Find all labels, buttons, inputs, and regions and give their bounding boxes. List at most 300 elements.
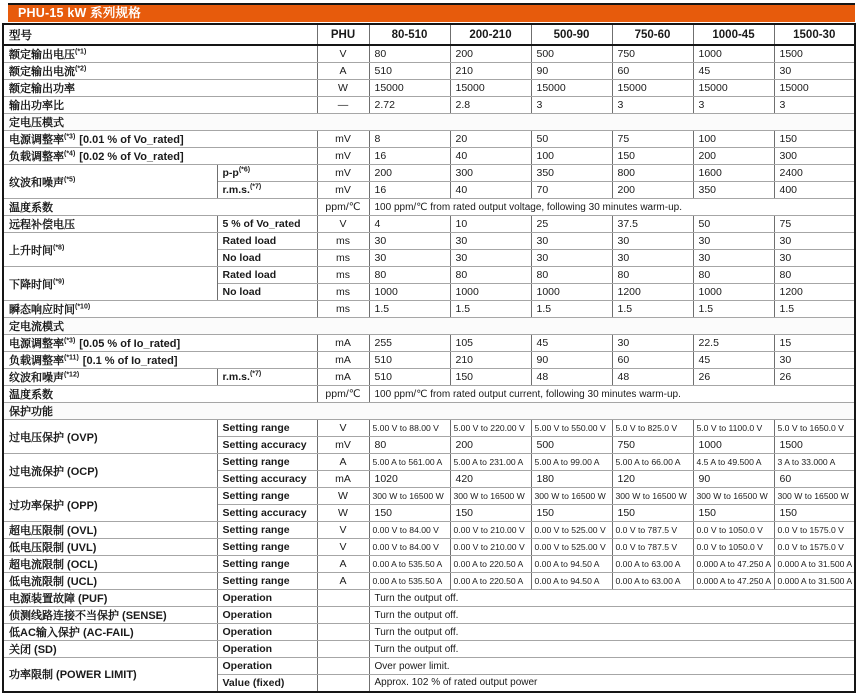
value-cell: 3 — [612, 97, 693, 114]
spec-sublabel-cell — [217, 488, 317, 505]
spec-label: 瞬态响应时间 — [9, 304, 75, 316]
spec-sublabel: Operation — [222, 660, 273, 672]
spec-sublabel-cell — [217, 284, 317, 301]
model-header-cell: 750-60 — [612, 24, 693, 45]
value-cell: 300 W to 16500 W — [450, 488, 531, 505]
value-cell: 0.000 A to 47.250 A — [693, 556, 774, 573]
unit-cell: V — [317, 539, 369, 556]
value-cell: 16 — [369, 148, 450, 165]
value-cell: 510 — [369, 352, 450, 369]
value-cell: 150 — [531, 505, 612, 522]
value-cell: 50 — [693, 216, 774, 233]
spec-sublabel: Rated load — [222, 269, 277, 281]
spec-label-cell — [3, 335, 317, 352]
footnote-ref: (*1) — [75, 48, 87, 56]
value-cell: 750 — [612, 45, 693, 63]
spec-sublabel-cell — [217, 267, 317, 284]
value-cell: 80 — [531, 267, 612, 284]
value-cell: 3 A to 33.000 A — [774, 454, 855, 471]
spec-label: 下降时间 — [9, 278, 53, 291]
value-cell: 200 — [369, 165, 450, 182]
spec-label: 电源调整率 — [9, 134, 64, 146]
spec-sublabel: Setting range — [222, 456, 290, 468]
spec-label-cell — [3, 45, 317, 63]
value-cell: 3 — [693, 97, 774, 114]
spec-label-cell — [3, 607, 217, 624]
value-cell: 1500 — [774, 437, 855, 454]
value-cell: 1.5 — [774, 301, 855, 318]
spec-label-cell — [3, 539, 217, 556]
value-cell: 500 — [531, 45, 612, 63]
table-row — [3, 658, 855, 675]
unit-cell: mV — [317, 165, 369, 182]
value-cell: 0.00 V to 84.00 V — [369, 522, 450, 539]
value-cell: 30 — [774, 250, 855, 267]
value-cell: 300 W to 16500 W — [774, 488, 855, 505]
value-cell: 1200 — [774, 284, 855, 301]
value-cell: 120 — [612, 471, 693, 488]
value-cell: 5.0 V to 1650.0 V — [774, 420, 855, 437]
spec-sublabel-cell — [217, 437, 317, 454]
spec-label-cell — [3, 301, 317, 318]
spec-label: 电源调整率 — [9, 338, 64, 350]
value-cell: 48 — [531, 369, 612, 386]
footnote-ref: (*7) — [249, 183, 262, 191]
unit-cell: ms — [317, 267, 369, 284]
spec-label: 额定输出电压 — [9, 49, 75, 61]
spec-label-cell — [3, 590, 217, 607]
spec-sublabel-cell — [217, 522, 317, 539]
model-header-cell: 80-510 — [369, 24, 450, 45]
value-cell: 5.0 V to 825.0 V — [612, 420, 693, 437]
spec-sublabel-cell — [217, 182, 317, 199]
value-cell: 1000 — [531, 284, 612, 301]
spanning-value-cell: Approx. 102 % of rated output power — [369, 675, 855, 692]
page-title: PHU-15 kW 系列规格 — [18, 6, 141, 20]
spanning-value-cell: Turn the output off. — [369, 641, 855, 658]
value-cell: 40 — [450, 148, 531, 165]
value-cell: 100 — [693, 131, 774, 148]
value-cell: 45 — [693, 352, 774, 369]
table-row — [3, 199, 855, 216]
spec-sublabel-cell — [217, 607, 317, 624]
unit-cell: W — [317, 488, 369, 505]
spec-sublabel: Setting range — [222, 422, 290, 434]
spec-label-note: [0.05 % of Io_rated] — [79, 338, 181, 350]
spec-sublabel-cell — [217, 658, 317, 675]
unit-cell: V — [317, 216, 369, 233]
value-cell: 26 — [693, 369, 774, 386]
value-cell: 90 — [531, 352, 612, 369]
value-cell: 300 W to 16500 W — [693, 488, 774, 505]
table-row — [3, 165, 855, 182]
unit-cell — [317, 624, 369, 641]
unit-cell: ms — [317, 301, 369, 318]
table-row — [3, 97, 855, 114]
spec-label-cell — [3, 658, 217, 692]
value-cell: 80 — [369, 437, 450, 454]
spec-sublabel: Setting range — [222, 558, 290, 570]
footnote-ref: (*3) — [64, 133, 76, 141]
value-cell: 1000 — [693, 284, 774, 301]
unit-cell: ms — [317, 233, 369, 250]
value-cell: 40 — [450, 182, 531, 199]
value-cell: 3 — [531, 97, 612, 114]
value-cell: 60 — [612, 63, 693, 80]
value-cell: 1020 — [369, 471, 450, 488]
spec-label-cell — [3, 131, 317, 148]
spec-label-cell — [3, 165, 217, 199]
unit-cell: A — [317, 573, 369, 590]
value-cell: 45 — [693, 63, 774, 80]
spec-label-cell — [3, 216, 217, 233]
value-cell: 0.000 A to 31.500 A — [774, 573, 855, 590]
value-cell: 4 — [369, 216, 450, 233]
spec-sublabel: Operation — [222, 643, 273, 655]
unit-cell: ppm/℃ — [317, 199, 369, 216]
unit-cell — [317, 641, 369, 658]
spec-sublabel-cell — [217, 369, 317, 386]
model-header-cell: 200-210 — [450, 24, 531, 45]
table-row — [3, 352, 855, 369]
value-cell: 1000 — [693, 45, 774, 63]
spec-label: 负载调整率 — [9, 355, 64, 367]
spec-label: 低电流限制 (UCL) — [9, 576, 97, 588]
value-cell: 80 — [369, 267, 450, 284]
spec-label: 额定输出功率 — [9, 83, 75, 95]
value-cell: 15000 — [531, 80, 612, 97]
spec-label: 低AC输入保护 (AC-FAIL) — [9, 627, 134, 639]
value-cell: 80 — [774, 267, 855, 284]
spec-sublabel-cell — [217, 556, 317, 573]
spec-label: 上升时间 — [9, 244, 53, 257]
unit-cell: ms — [317, 250, 369, 267]
spec-sublabel-cell — [217, 675, 317, 692]
value-cell: 30 — [774, 63, 855, 80]
value-cell: 15000 — [369, 80, 450, 97]
unit-cell: V — [317, 420, 369, 437]
value-cell: 75 — [612, 131, 693, 148]
value-cell: 300 W to 16500 W — [369, 488, 450, 505]
value-cell: 0.00 V to 210.00 V — [450, 522, 531, 539]
value-cell: 0.00 A to 535.50 A — [369, 556, 450, 573]
unit-cell: — — [317, 97, 369, 114]
value-cell: 0.0 V to 1050.0 V — [693, 522, 774, 539]
value-cell: 500 — [531, 437, 612, 454]
model-header-cell: 1500-30 — [774, 24, 855, 45]
value-cell: 5.0 V to 1100.0 V — [693, 420, 774, 437]
table-row — [3, 45, 855, 63]
spec-label-cell — [3, 63, 317, 80]
value-cell: 510 — [369, 369, 450, 386]
value-cell: 16 — [369, 182, 450, 199]
value-cell: 510 — [369, 63, 450, 80]
spec-label-cell — [3, 488, 217, 522]
unit-cell: W — [317, 505, 369, 522]
value-cell: 300 — [450, 165, 531, 182]
value-cell: 0.00 V to 84.00 V — [369, 539, 450, 556]
unit-cell: mV — [317, 131, 369, 148]
spec-label: 功率限制 (POWER LIMIT) — [9, 669, 137, 682]
value-cell: 2400 — [774, 165, 855, 182]
unit-cell — [317, 607, 369, 624]
spec-label-cell — [3, 352, 317, 369]
value-cell: 200 — [450, 437, 531, 454]
value-cell: 150 — [612, 148, 693, 165]
spec-sublabel: 5 % of Vo_rated — [222, 218, 301, 230]
value-cell: 4.5 A to 49.500 A — [693, 454, 774, 471]
spec-sublabel-cell — [217, 216, 317, 233]
spec-label: 过功率保护 (OPP) — [9, 499, 98, 512]
spec-label: 过电压保护 (OVP) — [9, 431, 98, 444]
spec-label-cell — [3, 148, 317, 165]
value-cell: 5.00 V to 220.00 V — [450, 420, 531, 437]
section-title: 保护功能 — [3, 403, 855, 420]
table-row — [3, 539, 855, 556]
value-cell: 100 — [531, 148, 612, 165]
value-cell: 45 — [531, 335, 612, 352]
value-cell: 420 — [450, 471, 531, 488]
table-row — [3, 454, 855, 471]
value-cell: 400 — [774, 182, 855, 199]
value-cell: 0.0 V to 787.5 V — [612, 522, 693, 539]
spec-sublabel-cell — [217, 233, 317, 250]
unit-cell: ppm/℃ — [317, 386, 369, 403]
table-row — [3, 216, 855, 233]
spec-label-cell — [3, 369, 217, 386]
spec-label-note: [0.01 % of Vo_rated] — [79, 134, 184, 146]
value-cell: 200 — [693, 148, 774, 165]
spec-label: 温度系数 — [9, 389, 53, 401]
spec-sublabel: Setting range — [222, 575, 290, 587]
value-cell: 350 — [531, 165, 612, 182]
unit-cell: V — [317, 522, 369, 539]
value-cell: 90 — [693, 471, 774, 488]
footnote-ref: (*4) — [64, 150, 76, 158]
value-cell: 0.000 A to 47.250 A — [693, 573, 774, 590]
spec-sublabel: Setting range — [222, 524, 290, 536]
value-cell: 5.00 V to 88.00 V — [369, 420, 450, 437]
footnote-ref: (*6) — [238, 166, 251, 174]
value-cell: 30 — [612, 233, 693, 250]
spec-label-cell — [3, 641, 217, 658]
spec-label: 额定输出电流 — [9, 66, 75, 78]
spec-label-note: [0.1 % of Io_rated] — [82, 355, 178, 367]
value-cell: 1.5 — [612, 301, 693, 318]
footnote-ref: (*9) — [53, 277, 65, 285]
value-cell: 30 — [693, 250, 774, 267]
value-cell: 5.00 A to 231.00 A — [450, 454, 531, 471]
unit-cell — [317, 658, 369, 675]
unit-cell: mV — [317, 437, 369, 454]
value-cell: 0.0 V to 1575.0 V — [774, 539, 855, 556]
value-cell: 30 — [369, 250, 450, 267]
value-cell: 30 — [369, 233, 450, 250]
value-cell: 75 — [774, 216, 855, 233]
value-cell: 30 — [450, 233, 531, 250]
table-row — [3, 556, 855, 573]
value-cell: 30 — [531, 233, 612, 250]
spec-sublabel-cell — [217, 590, 317, 607]
spanning-value-cell: Turn the output off. — [369, 607, 855, 624]
value-cell: 8 — [369, 131, 450, 148]
spec-label-cell — [3, 233, 217, 267]
value-cell: 0.00 A to 220.50 A — [450, 573, 531, 590]
value-cell: 15000 — [693, 80, 774, 97]
value-cell: 15000 — [774, 80, 855, 97]
spec-sublabel: p-p — [222, 167, 239, 179]
spec-label: 电源装置故障 (PUF) — [9, 593, 108, 605]
value-cell: 15 — [774, 335, 855, 352]
spec-label-cell — [3, 267, 217, 301]
table-row — [3, 624, 855, 641]
value-cell: 105 — [450, 335, 531, 352]
spec-label: 过电流保护 (OCP) — [9, 465, 99, 478]
value-cell: 750 — [612, 437, 693, 454]
value-cell: 48 — [612, 369, 693, 386]
spec-label-cell — [3, 454, 217, 488]
table-row — [3, 386, 855, 403]
value-cell: 0.00 A to 94.50 A — [531, 573, 612, 590]
value-cell: 37.5 — [612, 216, 693, 233]
value-cell: 30 — [774, 233, 855, 250]
value-cell: 180 — [531, 471, 612, 488]
value-cell: 1200 — [612, 284, 693, 301]
value-cell: 0.0 V to 1050.0 V — [693, 539, 774, 556]
table-row — [3, 131, 855, 148]
spec-table-header — [3, 24, 855, 45]
value-cell: 200 — [612, 182, 693, 199]
spec-sublabel: Operation — [222, 609, 273, 621]
value-cell: 70 — [531, 182, 612, 199]
value-cell: 210 — [450, 352, 531, 369]
value-cell: 5.00 V to 550.00 V — [531, 420, 612, 437]
value-cell: 300 W to 16500 W — [612, 488, 693, 505]
spanning-value-cell: Over power limit. — [369, 658, 855, 675]
footnote-ref: (*10) — [75, 303, 91, 311]
value-cell: 0.00 V to 525.00 V — [531, 539, 612, 556]
spec-label-note: [0.02 % of Vo_rated] — [79, 151, 184, 163]
value-cell: 0.00 A to 63.00 A — [612, 556, 693, 573]
value-cell: 5.00 A to 66.00 A — [612, 454, 693, 471]
spec-sublabel: Setting accuracy — [222, 439, 307, 451]
unit-cell: mV — [317, 182, 369, 199]
value-cell: 255 — [369, 335, 450, 352]
value-cell: 0.0 V to 1575.0 V — [774, 522, 855, 539]
spec-table — [2, 23, 856, 693]
spec-sublabel-cell — [217, 250, 317, 267]
brand-header-cell: PHU — [317, 24, 369, 45]
value-cell: 26 — [774, 369, 855, 386]
unit-cell: A — [317, 454, 369, 471]
unit-cell: mA — [317, 369, 369, 386]
value-cell: 60 — [774, 471, 855, 488]
unit-cell — [317, 675, 369, 692]
value-cell: 80 — [693, 267, 774, 284]
value-cell: 1.5 — [369, 301, 450, 318]
value-cell: 300 W to 16500 W — [531, 488, 612, 505]
table-row — [3, 488, 855, 505]
table-row — [3, 267, 855, 284]
spanning-value-cell: Turn the output off. — [369, 590, 855, 607]
unit-cell: W — [317, 80, 369, 97]
unit-cell: mV — [317, 148, 369, 165]
value-cell: 150 — [369, 505, 450, 522]
spec-sublabel: Operation — [222, 592, 273, 604]
section-row — [3, 114, 855, 131]
value-cell: 0.0 V to 787.5 V — [612, 539, 693, 556]
spec-sublabel: Setting range — [222, 541, 290, 553]
value-cell: 15000 — [450, 80, 531, 97]
spec-sublabel: No load — [222, 252, 261, 264]
value-cell: 1000 — [369, 284, 450, 301]
spec-sublabel-cell — [217, 454, 317, 471]
spec-sublabel-cell — [217, 420, 317, 437]
table-row — [3, 63, 855, 80]
spec-label-cell — [3, 556, 217, 573]
spec-label-cell — [3, 420, 217, 454]
value-cell: 0.000 A to 31.500 A — [774, 556, 855, 573]
spec-sublabel-cell — [217, 624, 317, 641]
value-cell: 150 — [693, 505, 774, 522]
footnote-ref: (*11) — [64, 354, 79, 362]
unit-cell: A — [317, 63, 369, 80]
spec-label: 温度系数 — [9, 202, 53, 214]
value-cell: 0.00 V to 525.00 V — [531, 522, 612, 539]
spec-label-cell — [3, 624, 217, 641]
value-cell: 150 — [450, 369, 531, 386]
spec-sublabel: Value (fixed) — [222, 676, 285, 689]
section-title: 定电流模式 — [3, 318, 855, 335]
table-row — [3, 148, 855, 165]
value-cell: 60 — [612, 352, 693, 369]
section-title: 定电压模式 — [3, 114, 855, 131]
unit-cell: mA — [317, 335, 369, 352]
footnote-ref: (*8) — [53, 243, 65, 251]
table-row — [3, 369, 855, 386]
value-cell: 30 — [612, 335, 693, 352]
value-cell: 1000 — [450, 284, 531, 301]
value-cell: 2.72 — [369, 97, 450, 114]
table-row — [3, 573, 855, 590]
spec-sublabel-cell — [217, 471, 317, 488]
value-cell: 50 — [531, 131, 612, 148]
spec-label-cell — [3, 199, 317, 216]
footnote-ref: (*7) — [249, 370, 262, 378]
table-row — [3, 335, 855, 352]
table-row — [3, 233, 855, 250]
table-row — [3, 607, 855, 624]
unit-cell: A — [317, 556, 369, 573]
value-cell: 0.00 A to 535.50 A — [369, 573, 450, 590]
spec-label: 关闭 (SD) — [9, 644, 57, 656]
spanning-value-cell: Turn the output off. — [369, 624, 855, 641]
value-cell: 0.00 A to 63.00 A — [612, 573, 693, 590]
value-cell: 22.5 — [693, 335, 774, 352]
section-row — [3, 403, 855, 420]
value-cell: 90 — [531, 63, 612, 80]
value-cell: 5.00 A to 561.00 A — [369, 454, 450, 471]
value-cell: 0.00 V to 210.00 V — [450, 539, 531, 556]
value-cell: 15000 — [612, 80, 693, 97]
value-cell: 150 — [450, 505, 531, 522]
unit-cell: mA — [317, 352, 369, 369]
unit-cell: ms — [317, 284, 369, 301]
spec-table-body — [3, 45, 855, 692]
model-header-row — [3, 24, 855, 45]
footnote-ref: (*5) — [64, 175, 76, 183]
spec-label: 侦测线路连接不当保护 (SENSE) — [9, 610, 167, 622]
